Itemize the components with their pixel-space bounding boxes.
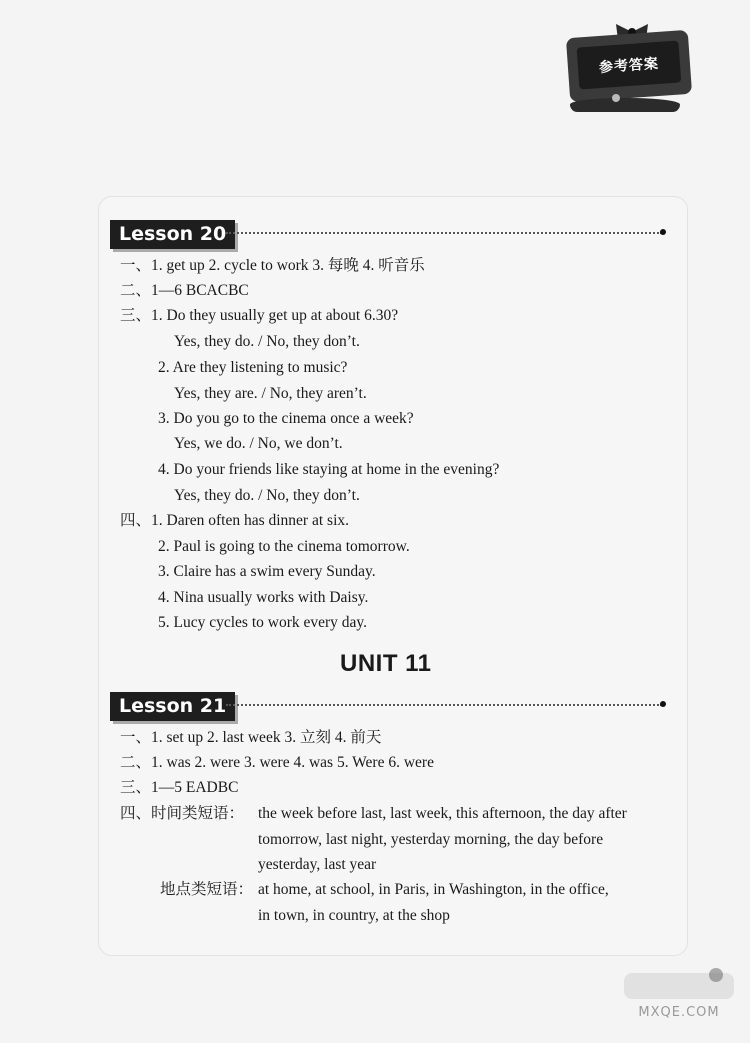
answer-line: Yes, they do. / No, they don’t. — [174, 333, 360, 350]
answer-line: 一、1. get up 2. cycle to work 3. 每晚 4. 听音乐 — [120, 257, 425, 274]
answer-line: 3. Claire has a swim every Sunday. — [158, 563, 376, 580]
answer-line: 3. Do you go to the cinema once a week? — [158, 410, 414, 427]
answer-line: in town, in country, at the shop — [258, 907, 450, 924]
answer-line: 三、1. Do they usually get up at about 6.30? — [120, 307, 399, 324]
answer-line: at home, at school, in Paris, in Washington, in the office, — [258, 881, 609, 898]
answer-line: 2. Are they listening to music? — [158, 359, 348, 376]
answer-line: 四、时间类短语： — [120, 805, 245, 822]
answer-line: tomorrow, last night, yesterday morning, the day before — [258, 831, 604, 848]
answer-line: Yes, they do. / No, they don’t. — [174, 487, 360, 504]
answer-line: 一、1. set up 2. last week 3. 立刻 4. 前天 — [120, 729, 382, 746]
answer-line: Yes, we do. / No, we don’t. — [174, 435, 343, 452]
answer-line: 四、1. Daren often has dinner at six. — [120, 512, 349, 529]
lesson-21-header — [110, 692, 235, 721]
answer-line: 5. Lucy cycles to work every day. — [158, 614, 368, 631]
answer-line: 地点类短语： — [160, 881, 254, 898]
answer-line: 三、1—5 EADBC — [120, 779, 239, 796]
answer-line: Yes, they are. / No, they aren’t. — [174, 385, 367, 402]
lesson-20-title: Lesson 20 — [110, 220, 235, 249]
lesson-20-header — [110, 220, 235, 249]
unit-title: UNIT 11 — [340, 650, 432, 677]
answer-line: 4. Nina usually works with Daisy. — [158, 589, 369, 606]
answer-line: 二、1. was 2. were 3. were 4. was 5. Were 6. were — [120, 754, 434, 771]
monitor-stand — [570, 98, 680, 112]
answer-line: the week before last, last week, this afternoon, the day after — [258, 805, 627, 822]
watermark-icon — [620, 965, 738, 1005]
badge-label: 参考答案 — [598, 55, 660, 77]
watermark-logo — [620, 965, 738, 1035]
answer-line: 2. Paul is going to the cinema tomorrow. — [158, 538, 410, 555]
answer-line: 4. Do your friends like staying at home in the evening? — [158, 461, 500, 478]
monitor-icon — [566, 30, 692, 102]
answer-line: 二、1—6 BCACBC — [120, 282, 249, 299]
watermark-text: MXQE.COM — [638, 1005, 720, 1020]
answer-badge — [560, 22, 695, 112]
lesson-21-title: Lesson 21 — [110, 692, 235, 721]
answer-line: yesterday, last year — [258, 856, 377, 873]
